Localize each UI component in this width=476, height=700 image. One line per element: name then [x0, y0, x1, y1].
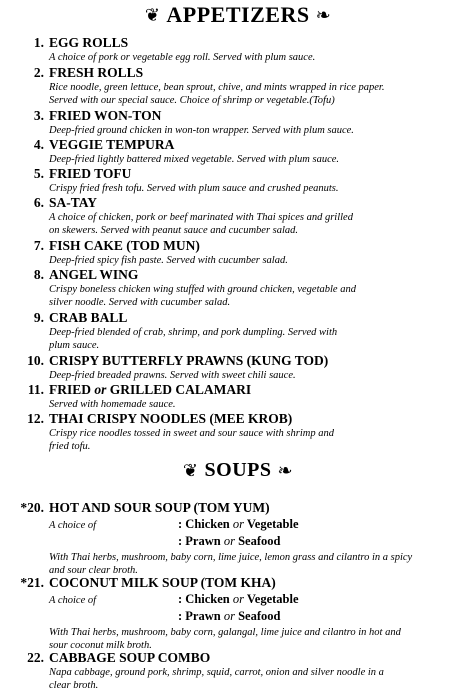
appetizers-title: APPETIZERS — [166, 1, 310, 27]
item-name — [49, 382, 251, 398]
item-name: COCONUT MILK SOUP (TOM KHA) — [49, 575, 276, 590]
item-name: FISH CAKE (TOD MUN) — [49, 238, 200, 253]
choice-value: Seafood — [238, 534, 281, 548]
choice-option — [178, 592, 299, 607]
item-number: 8. — [33, 267, 44, 282]
item-description: Deep-fried blended of crab, shrimp, and pork dumpling. Served with — [49, 327, 338, 338]
item-description: Deep-fried lightly battered mixed vegetable. Served with plum sauce. — [49, 154, 340, 165]
item-name: CABBAGE SOUP COMBO — [49, 650, 211, 665]
appetizers-heading — [0, 0, 476, 28]
item-name: ANGEL WING — [49, 267, 139, 282]
item-name: CRISPY BUTTERFLY PRAWNS (KUNG TOD) — [49, 353, 329, 368]
choice-option — [178, 609, 280, 624]
choice-option — [178, 517, 299, 532]
choice-label: A choice of — [49, 595, 97, 606]
item-description: A choice of chicken, pork or beef marinated with Thai spices and grilled — [49, 212, 353, 223]
item-description: Crispy fried fresh tofu. Served with plum sauce and crushed peanuts. — [49, 183, 339, 194]
choice-value: : Chicken — [178, 592, 230, 606]
item-name-part: FRIED — [49, 382, 92, 397]
choice-option — [178, 534, 280, 549]
choice-value: Vegetable — [246, 517, 299, 531]
item-number: 3. — [33, 108, 44, 123]
choice-or: or — [223, 534, 235, 548]
item-number: 10. — [27, 353, 44, 368]
choice-label: A choice of — [49, 520, 97, 531]
item-name: THAI CRISPY NOODLES (MEE KROB) — [49, 411, 293, 426]
item-number: *20. — [20, 500, 44, 515]
choice-or: or — [223, 609, 235, 623]
item-description: clear broth. — [49, 680, 99, 691]
item-number: 2. — [33, 65, 44, 80]
item-number: 7. — [33, 238, 44, 253]
choice-value: Vegetable — [246, 592, 299, 606]
item-description: Crispy boneless chicken wing stuffed with ground chicken, vegetable and — [49, 284, 356, 295]
item-number: 9. — [33, 310, 44, 325]
item-number: *21. — [20, 575, 44, 590]
item-description: Deep-fried ground chicken in won-ton wrapper. Served with plum sauce. — [49, 125, 354, 136]
item-description: sour coconut milk broth. — [49, 640, 152, 651]
item-number: 5. — [33, 166, 44, 181]
item-description: silver noodle. Served with cucumber salad. — [49, 297, 231, 308]
choice-value: : Prawn — [178, 609, 221, 623]
soups-heading — [0, 457, 476, 482]
item-description: plum sauce. — [49, 340, 100, 351]
item-name: FRIED WON-TON — [49, 108, 162, 123]
item-name: VEGGIE TEMPURA — [49, 137, 175, 152]
choice-or: or — [232, 517, 244, 531]
choice-or: or — [232, 592, 244, 606]
item-number: 12. — [27, 411, 44, 426]
item-description: Served with homemade sauce. — [49, 399, 176, 410]
item-name: EGG ROLLS — [49, 35, 129, 50]
item-number: 11. — [27, 382, 44, 397]
item-number: 6. — [33, 195, 44, 210]
item-description: fried tofu. — [49, 441, 91, 452]
soups-title: SOUPS — [204, 459, 272, 482]
item-number: 22. — [27, 650, 44, 665]
left-ornament-icon: ❦ — [144, 4, 161, 25]
item-description: Napa cabbage, ground pork, shrimp, squid, carrot, onion and silver noodle in a — [49, 667, 384, 678]
item-description: A choice of pork or vegetable egg roll. Served with plum sauce. — [49, 52, 316, 63]
item-description: Deep-fried breaded prawns. Served with sweet chili sauce. — [49, 370, 296, 381]
item-name: FRESH ROLLS — [49, 65, 144, 80]
choice-value: : Prawn — [178, 534, 221, 548]
item-name: HOT AND SOUR SOUP (TOM YUM) — [49, 500, 270, 515]
item-number: 4. — [33, 137, 44, 152]
left-ornament-icon: ❦ — [182, 460, 199, 481]
item-description: Rice noodle, green lettuce, bean sprout, chive, and mints wrapped in rice paper. — [49, 82, 385, 93]
item-description: With Thai herbs, mushroom, baby corn, galangal, lime juice and cilantro in hot and — [49, 627, 401, 638]
item-name: CRAB BALL — [49, 310, 128, 325]
item-description: With Thai herbs, mushroom, baby corn, lime juice, lemon grass and cilantro in a spicy — [49, 552, 413, 563]
item-description: Served with our special sauce. Choice of shrimp or vegetable.(Tofu) — [49, 95, 335, 106]
right-ornament-icon: ❧ — [277, 460, 294, 481]
item-number: 1. — [33, 35, 44, 50]
item-description: and sour clear broth. — [49, 565, 138, 576]
item-description: Crispy rice noodles tossed in sweet and sour sauce with shrimp and — [49, 428, 334, 439]
item-name-part: GRILLED CALAMARI — [109, 382, 252, 397]
item-description: Deep-fried spicy fish paste. Served with cucumber salad. — [49, 255, 288, 266]
item-name: SA-TAY — [49, 195, 98, 210]
item-name: FRIED TOFU — [49, 166, 132, 181]
item-description: on skewers. Served with peanut sauce and cucumber salad. — [49, 225, 299, 236]
item-name-or: or — [94, 382, 107, 397]
right-ornament-icon: ❧ — [315, 4, 332, 25]
choice-value: Seafood — [238, 609, 281, 623]
choice-value: : Chicken — [178, 517, 230, 531]
